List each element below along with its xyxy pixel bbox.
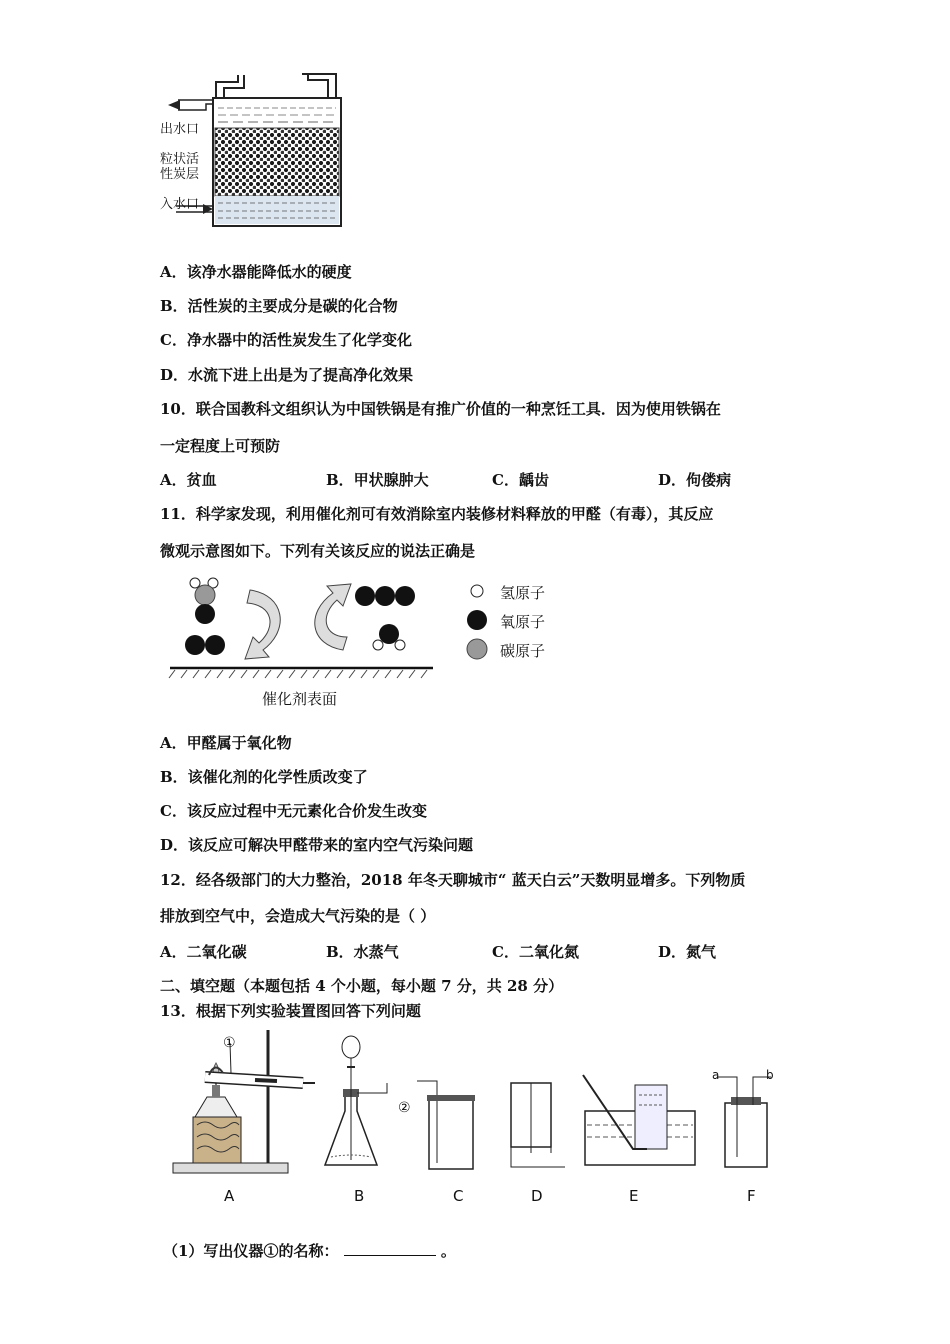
apparatus-label-b: B [354, 1187, 365, 1205]
legend-atoms [465, 580, 495, 665]
q12-option-a: A．二氧化碳 [160, 943, 247, 961]
o-atom [355, 586, 375, 606]
q9-option-d: D．水流下进上出是为了提高净化效果 [160, 366, 414, 384]
q11-option-b: B．该催化剂的化学性质改变了 [160, 768, 368, 786]
catalyst-caption: 催化剂表面 [262, 690, 338, 708]
q13-sub1-suffix: 。 [440, 1242, 456, 1260]
q9-option-b: B．活性炭的主要成分是碳的化合物 [160, 297, 398, 315]
legend-c-icon [467, 639, 487, 659]
apparatus-label-a: A [224, 1187, 235, 1205]
q12-stem-line1: 12．经各级部门的大力整治，2018 年冬天聊城市“ 蓝天白云”天数明显增多。下列物质 [160, 871, 746, 889]
label-inlet: 入水口 [160, 197, 200, 212]
legend-carbon: 碳原子 [500, 642, 546, 660]
q13-sub1 [163, 1240, 456, 1261]
q11-stem-line2: 微观示意图如下。下列有关该反应的说法正确是 [160, 542, 476, 560]
h-atom [190, 578, 200, 588]
apparatus-a [173, 1030, 315, 1173]
q11-option-a: A．甲醛属于氧化物 [160, 734, 292, 752]
q11-stem-line1: 11．科学家发现，利用催化剂可有效消除室内装修材料释放的甲醛（有毒），其反应 [160, 505, 714, 523]
q12-option-b: B．水蒸气 [326, 943, 399, 961]
q12-option-c: C．二氧化氮 [492, 943, 579, 961]
q12-option-d: D．氮气 [658, 943, 717, 961]
apparatus-c [417, 1081, 475, 1169]
marker-2: ② [398, 1100, 411, 1116]
q10-option-c: C．龋齿 [492, 471, 549, 489]
label-carbon-1: 粒状活 [160, 152, 200, 167]
q11-option-c: C．该反应过程中无元素化合价发生改变 [160, 802, 427, 820]
curved-arrow-icon [245, 590, 280, 659]
h-atom [373, 640, 383, 650]
legend-hydrogen: 氢原子 [500, 584, 546, 602]
lab-apparatus-figure [165, 1025, 805, 1180]
port-a-label: a [712, 1068, 720, 1082]
apparatus-f [717, 1077, 771, 1167]
apparatus-label-c: C [453, 1187, 464, 1205]
c-atom [195, 585, 215, 605]
h-atom [395, 640, 405, 650]
o-atom [195, 604, 215, 624]
catalyst-reaction-figure [165, 575, 445, 685]
q10-option-d: D．佝偻病 [658, 471, 732, 489]
q13-sub1-prefix: （1）写出仪器①的名称： [163, 1242, 339, 1260]
answer-blank[interactable] [344, 1241, 436, 1256]
legend-oxygen: 氧原子 [500, 613, 546, 631]
q9-option-a: A．该净水器能降低水的硬度 [160, 263, 352, 281]
q13-stem: 13．根据下列实验装置图回答下列问题 [160, 1002, 421, 1020]
q11-option-d: D．该反应可解决甲醛带来的室内空气污染问题 [160, 836, 474, 854]
section-heading: 二、填空题（本题包括 4 个小题，每小题 7 分，共 28 分） [160, 977, 564, 995]
o-atom [205, 635, 225, 655]
q12-stem-line2: 排放到空气中，会造成大气污染的是（ ） [160, 907, 436, 925]
marker-1: ① [223, 1035, 236, 1051]
apparatus-e [583, 1075, 695, 1165]
o-atom [379, 624, 399, 644]
c-atom [375, 586, 395, 606]
apparatus-b [325, 1036, 387, 1165]
apparatus-label-d: D [531, 1187, 543, 1205]
o-atom [395, 586, 415, 606]
apparatus-label-e: E [629, 1187, 639, 1205]
q10-option-b: B．甲状腺肿大 [326, 471, 429, 489]
apparatus-d [511, 1083, 565, 1167]
curved-arrow-icon [315, 584, 351, 650]
q9-option-c: C．净水器中的活性炭发生了化学变化 [160, 331, 412, 349]
q10-stem-line1: 10．联合国教科文组织认为中国铁锅是有推广价值的一种烹饪工具．因为使用铁锅在 [160, 400, 721, 418]
q10-stem-line2: 一定程度上可预防 [160, 437, 281, 455]
q10-option-a: A．贫血 [160, 471, 217, 489]
port-b-label: b [766, 1068, 774, 1082]
apparatus-label-f: F [747, 1187, 756, 1205]
legend-o-icon [467, 610, 487, 630]
label-carbon-2: 性炭层 [160, 167, 200, 182]
legend-h-icon [471, 585, 483, 597]
o-atom [185, 635, 205, 655]
label-outlet: 出水口 [160, 122, 200, 137]
